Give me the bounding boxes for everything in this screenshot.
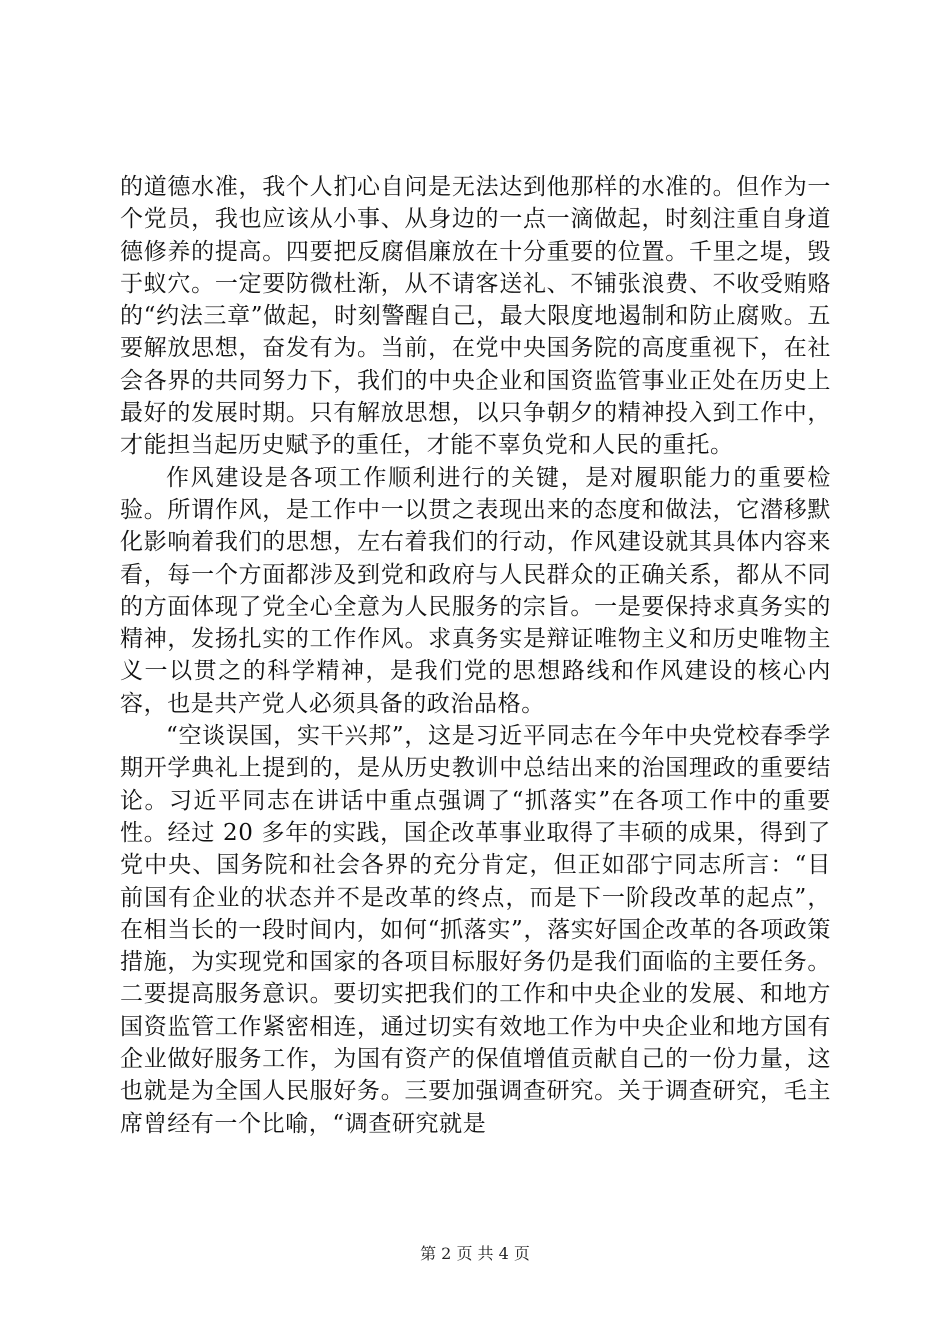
document-body <box>120 171 831 1140</box>
page-number-label: 第 2 页 共 4 页 <box>420 1244 530 1263</box>
page-footer <box>0 1244 950 1264</box>
paragraph-2: 作风建设是各项工作顺利进行的关键，是对履职能力的重要检验。所谓作风，是工作中一以贯之表现出来的态度和做法，它潜移默化影响着我们的思想，左右着我们的行动，作风建设就其具体内容来看，每一个方面都涉及到党和政府与人民群众的正确关系，都从不同的方面体现了党全心全意为人民服务的宗旨。一是要保持求真务实的精神，发扬扎实的工作作风。求真务实是辩证唯物主义和历史唯物主义一以贯之的科学精神，是我们党的思想路线和作风建设的核心内容，也是共产党人必须具备的政治品格。 <box>120 464 831 717</box>
paragraph-1: 的道德水准，我个人扪心自问是无法达到他那样的水准的。但作为一个党员，我也应该从小事、从身边的一点一滴做起，时刻注重自身道德修养的提高。四要把反腐倡廉放在十分重要的位置。千里之堤，毁于蚁穴。一定要防微杜渐，从不请客送礼、不铺张浪费、不收受贿赂的“约法三章”做起，时刻警醒自己，最大限度地遏制和防止腐败。五要解放思想，奋发有为。当前，在党中央国务院的高度重视下，在社会各界的共同努力下，我们的中央企业和国资监管事业正处在历史上最好的发展时期。只有解放思想，以只争朝夕的精神投入到工作中，才能担当起历史赋予的重任，才能不辜负党和人民的重托。 <box>120 174 831 459</box>
paragraph-3: “空谈误国，实干兴邦”，这是习近平同志在今年中央党校春季学期开学典礼上提到的，是从历史教训中总结出来的治国理政的重要结论。习近平同志在讲话中重点强调了“抓落实”在各项工作中的重要性。经过 20 多年的实践，国企改革事业取得了丰硕的成果，得到了党中央、国务院和社会各界的充分肯定，但正如邵宁同志所言：“目前国有企业的状态并不是改革的终点，而是下一阶段改革的起点”，在相当长的一段时间内，如何“抓落实”，落实好国企改革的各项政策措施，为实现党和国家的各项目标服好务仍是我们面临的主要任务。二要提高服务意识。要切实把我们的工作和中央企业的发展、和地方国资监管工作紧密相连，通过切实有效地工作为中央企业和地方国有企业做好服务工作，为国有资产的保值增值贡献自己的一份力量，这也就是为全国人民服好务。三要加强调查研究。关于调查研究，毛主席曾经有一个比喻，“调查研究就是 <box>120 723 831 1137</box>
